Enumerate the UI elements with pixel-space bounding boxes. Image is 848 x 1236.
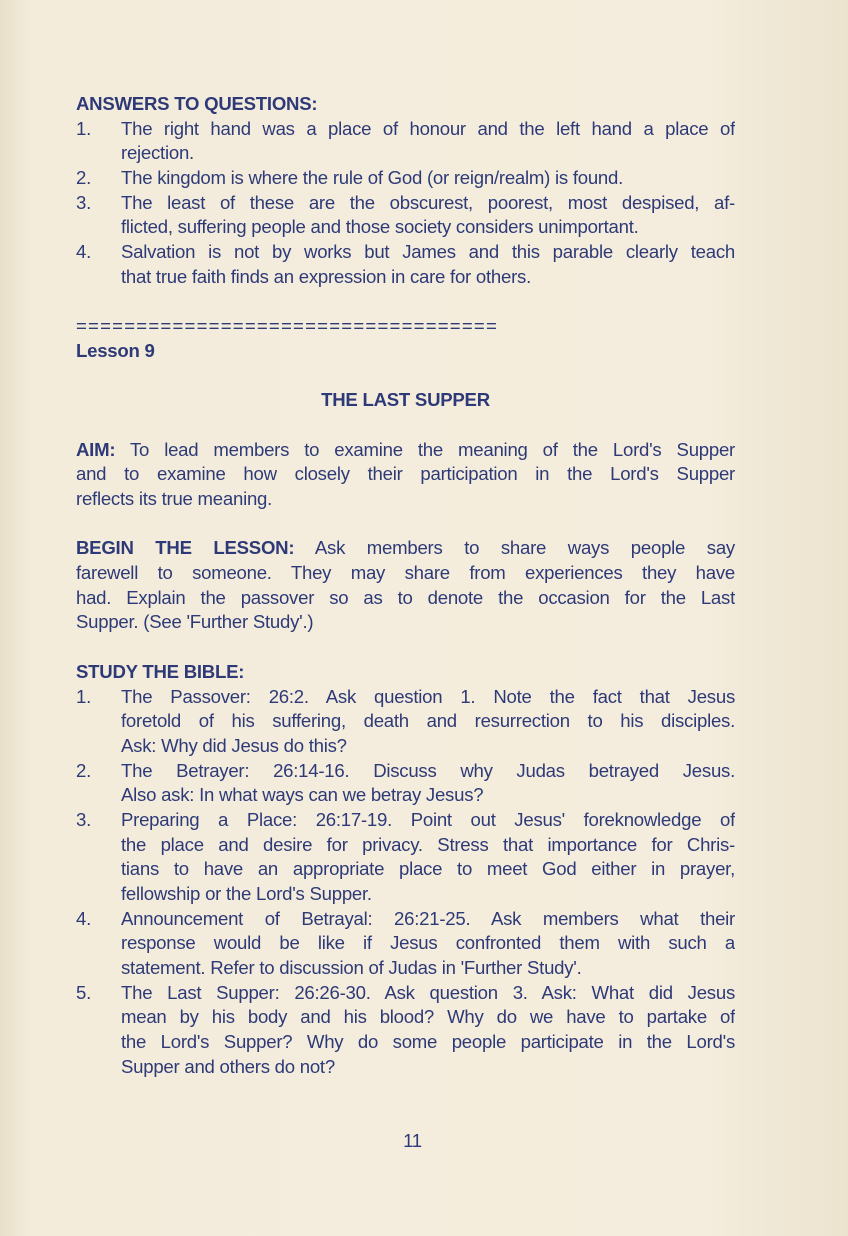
text-line: tians to have an appropriate place to meet God either in prayer, (121, 858, 735, 880)
item-text (121, 191, 735, 240)
item-text (121, 240, 735, 289)
text-line: the Lord's Supper? Why do some people participate in the Lord's (121, 1031, 735, 1053)
text-line: fellowship or the Lord's Supper. (121, 883, 372, 905)
item-number: 2. (76, 167, 92, 189)
list-item (76, 907, 735, 981)
text-line: The right hand was a place of honour and the left hand a place of (121, 117, 735, 139)
item-text (121, 981, 735, 1080)
text-line: flicted, suffering people and those society considers unimportant. (121, 216, 639, 238)
page-number: 11 (403, 1129, 422, 1151)
text-line: that true faith finds an expression in care for others. (121, 265, 532, 287)
text-line: mean by his body and his blood? Why do we have to partake of (121, 1006, 735, 1028)
list-item (76, 759, 735, 808)
text-line: The Betrayer: 26:14-16. Discuss why Judas betrayed Jesus. (121, 759, 735, 781)
text-line: and to examine how closely their participation in the Lord's Supper (76, 463, 735, 485)
item-number: 5. (76, 981, 92, 1003)
answers-heading: ANSWERS TO QUESTIONS: (76, 93, 318, 114)
blank-line (76, 1080, 735, 1105)
text-line: had. Explain the passover so as to denote the occasion for the Last (76, 586, 735, 608)
text-line: farewell to someone. They may share from experiences they have (76, 562, 735, 584)
item-number: 4. (76, 907, 92, 929)
text-line: response would be like if Jesus confronted them with such a (121, 932, 735, 954)
list-item (76, 240, 735, 289)
text-line: reflects its true meaning. (76, 488, 273, 510)
text-line: Ask: Why did Jesus do this? (121, 734, 347, 756)
item-number: 1. (76, 117, 92, 139)
list-item (76, 191, 735, 240)
begin-lesson-label: BEGIN THE LESSON: (76, 537, 295, 559)
text-line: The Last Supper: 26:26-30. Ask question 3. Ask: What did Jesus (121, 981, 735, 1003)
item-text (121, 685, 735, 759)
text-line: Announcement of Betrayal: 26:21-25. Ask members what their (121, 907, 735, 929)
begin-lesson-text: Ask members to share ways people say (294, 537, 735, 559)
text-line: foretold of his suffering, death and resurrection to his disciples. (121, 710, 735, 732)
item-number: 3. (76, 808, 92, 830)
text-line (76, 536, 735, 561)
item-text (121, 907, 735, 981)
blank-line (76, 1104, 735, 1129)
item-number: 4. (76, 241, 92, 263)
text-line: Salvation is not by works but James and this parable clearly teach (121, 241, 735, 263)
list-item (76, 981, 735, 1080)
list-item (76, 685, 735, 759)
text-line: Supper and others do not? (121, 1055, 335, 1077)
item-text (121, 166, 735, 191)
lesson-title: THE LAST SUPPER (321, 389, 490, 411)
text-line: The kingdom is where the rule of God (or reign/realm) is found. (121, 167, 624, 189)
aim-text: To lead members to examine the meaning of the Lord's Supper (115, 438, 735, 460)
text-line: statement. Refer to discussion of Judas in 'Further Study'. (121, 957, 582, 979)
aim (76, 438, 735, 512)
item-text (121, 117, 735, 166)
blank-line (76, 364, 735, 389)
text-line: Also ask: In what ways can we betray Jesus? (121, 784, 484, 806)
list-item (76, 808, 735, 907)
item-text (121, 759, 735, 808)
aim-label: AIM: (76, 438, 116, 460)
study-heading: STUDY THE BIBLE: (76, 660, 245, 682)
blank-line (76, 635, 735, 660)
document-page (76, 92, 735, 1154)
item-number: 2. (76, 759, 92, 781)
text-line: The Passover: 26:2. Ask question 1. Note the fact that Jesus (121, 685, 735, 707)
blank-line (76, 413, 735, 438)
text-line: Supper. (See 'Further Study'.) (76, 611, 314, 633)
lesson-number: Lesson 9 (76, 339, 155, 361)
list-item (76, 117, 735, 166)
item-text (121, 808, 735, 907)
text-line: rejection. (121, 142, 194, 164)
item-number: 3. (76, 191, 92, 213)
blank-line (76, 290, 735, 315)
text-line (76, 438, 735, 463)
text-line: Preparing a Place: 26:17-19. Point out Jesus' foreknowledge of (121, 808, 735, 830)
text-line: The least of these are the obscurest, poorest, most despised, af- (121, 191, 735, 213)
text-line: the place and desire for privacy. Stress that importance for Chris- (121, 833, 735, 855)
list-item (76, 166, 735, 191)
blank-line (76, 512, 735, 537)
item-number: 1. (76, 685, 92, 707)
begin-lesson (76, 536, 735, 635)
separator: =================================== (76, 315, 499, 337)
